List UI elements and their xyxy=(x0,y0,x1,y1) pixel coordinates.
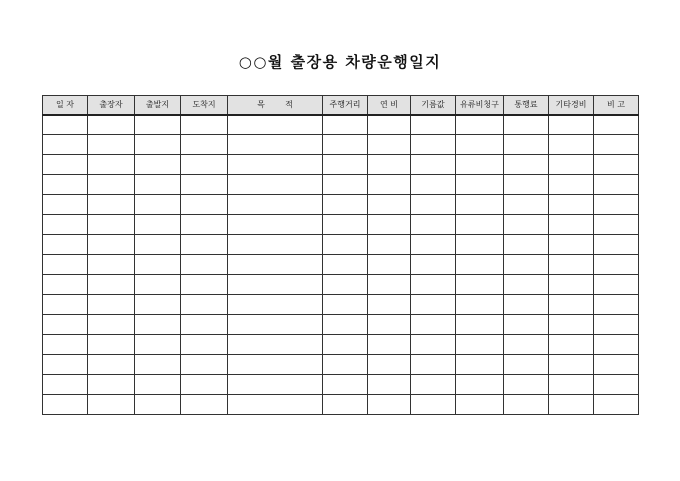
cell-remarks[interactable] xyxy=(594,175,639,195)
cell-fuel-claim[interactable] xyxy=(456,135,504,155)
table-row xyxy=(43,295,639,315)
cell-date[interactable] xyxy=(43,375,88,395)
table-row xyxy=(43,175,639,195)
cell-fuel-cost[interactable] xyxy=(411,315,456,335)
cell-toll[interactable] xyxy=(504,355,549,375)
cell-toll[interactable] xyxy=(504,315,549,335)
cell-remarks[interactable] xyxy=(594,195,639,215)
cell-destination[interactable] xyxy=(181,355,228,375)
cell-purpose[interactable] xyxy=(228,275,323,295)
cell-fuel-cost[interactable] xyxy=(411,395,456,415)
cell-departure[interactable] xyxy=(135,295,181,315)
cell-fuel-claim[interactable] xyxy=(456,115,504,135)
cell-destination[interactable] xyxy=(181,115,228,135)
table-row xyxy=(43,255,639,275)
cell-traveler[interactable] xyxy=(88,395,135,415)
cell-fuel-cost[interactable] xyxy=(411,135,456,155)
cell-fuel-cost[interactable] xyxy=(411,275,456,295)
cell-destination[interactable] xyxy=(181,395,228,415)
cell-toll[interactable] xyxy=(504,375,549,395)
cell-remarks[interactable] xyxy=(594,335,639,355)
cell-other-expenses[interactable] xyxy=(549,115,594,135)
cell-other-expenses[interactable] xyxy=(549,255,594,275)
cell-distance[interactable] xyxy=(323,215,368,235)
cell-remarks[interactable] xyxy=(594,375,639,395)
cell-departure[interactable] xyxy=(135,315,181,335)
cell-traveler[interactable] xyxy=(88,295,135,315)
cell-distance[interactable] xyxy=(323,395,368,415)
cell-fuel-claim[interactable] xyxy=(456,215,504,235)
cell-toll[interactable] xyxy=(504,235,549,255)
cell-departure[interactable] xyxy=(135,135,181,155)
table-row xyxy=(43,335,639,355)
cell-fuel-claim[interactable] xyxy=(456,155,504,175)
cell-other-expenses[interactable] xyxy=(549,295,594,315)
header-date: 일 자 xyxy=(43,96,88,115)
cell-fuel-claim[interactable] xyxy=(456,395,504,415)
cell-fuel-cost[interactable] xyxy=(411,335,456,355)
cell-traveler[interactable] xyxy=(88,255,135,275)
header-remarks: 비 고 xyxy=(594,96,639,115)
cell-toll[interactable] xyxy=(504,135,549,155)
header-purpose: 목 적 xyxy=(228,96,323,115)
cell-fuel-efficiency[interactable] xyxy=(368,315,411,335)
cell-fuel-cost[interactable] xyxy=(411,255,456,275)
cell-distance[interactable] xyxy=(323,115,368,135)
cell-remarks[interactable] xyxy=(594,355,639,375)
cell-fuel-efficiency[interactable] xyxy=(368,215,411,235)
cell-distance[interactable] xyxy=(323,375,368,395)
cell-distance[interactable] xyxy=(323,315,368,335)
cell-other-expenses[interactable] xyxy=(549,155,594,175)
cell-departure[interactable] xyxy=(135,275,181,295)
table-body xyxy=(43,115,639,415)
cell-fuel-claim[interactable] xyxy=(456,235,504,255)
cell-other-expenses[interactable] xyxy=(549,315,594,335)
cell-remarks[interactable] xyxy=(594,395,639,415)
cell-other-expenses[interactable] xyxy=(549,355,594,375)
table-row xyxy=(43,135,639,155)
cell-fuel-cost[interactable] xyxy=(411,195,456,215)
header-row xyxy=(43,96,639,115)
table-row xyxy=(43,315,639,335)
page-title: ○○월 출장용 차량운행일지 xyxy=(238,53,442,71)
cell-traveler[interactable] xyxy=(88,135,135,155)
cell-traveler[interactable] xyxy=(88,275,135,295)
table-row xyxy=(43,395,639,415)
cell-departure[interactable] xyxy=(135,155,181,175)
cell-distance[interactable] xyxy=(323,275,368,295)
cell-destination[interactable] xyxy=(181,295,228,315)
cell-fuel-claim[interactable] xyxy=(456,195,504,215)
cell-fuel-cost[interactable] xyxy=(411,355,456,375)
cell-fuel-efficiency[interactable] xyxy=(368,175,411,195)
cell-destination[interactable] xyxy=(181,255,228,275)
header-destination: 도착지 xyxy=(181,96,228,115)
cell-traveler[interactable] xyxy=(88,315,135,335)
cell-distance[interactable] xyxy=(323,175,368,195)
cell-fuel-efficiency[interactable] xyxy=(368,135,411,155)
cell-date[interactable] xyxy=(43,275,88,295)
cell-fuel-cost[interactable] xyxy=(411,215,456,235)
cell-purpose[interactable] xyxy=(228,235,323,255)
cell-other-expenses[interactable] xyxy=(549,195,594,215)
cell-date[interactable] xyxy=(43,355,88,375)
cell-other-expenses[interactable] xyxy=(549,335,594,355)
cell-destination[interactable] xyxy=(181,275,228,295)
cell-distance[interactable] xyxy=(323,355,368,375)
cell-traveler[interactable] xyxy=(88,195,135,215)
header-toll: 통행료 xyxy=(504,96,549,115)
cell-departure[interactable] xyxy=(135,255,181,275)
cell-purpose[interactable] xyxy=(228,175,323,195)
cell-fuel-efficiency[interactable] xyxy=(368,155,411,175)
cell-departure[interactable] xyxy=(135,335,181,355)
cell-other-expenses[interactable] xyxy=(549,235,594,255)
table-row xyxy=(43,375,639,395)
cell-distance[interactable] xyxy=(323,195,368,215)
cell-toll[interactable] xyxy=(504,335,549,355)
cell-fuel-claim[interactable] xyxy=(456,335,504,355)
header-other-expenses: 기타경비 xyxy=(549,96,594,115)
cell-purpose[interactable] xyxy=(228,215,323,235)
cell-departure[interactable] xyxy=(135,355,181,375)
cell-fuel-claim[interactable] xyxy=(456,275,504,295)
cell-purpose[interactable] xyxy=(228,115,323,135)
cell-fuel-claim[interactable] xyxy=(456,295,504,315)
header-fuel-claim: 유류비청구 xyxy=(456,96,504,115)
cell-distance[interactable] xyxy=(323,255,368,275)
cell-date[interactable] xyxy=(43,175,88,195)
table-row xyxy=(43,355,639,375)
header-fuel-efficiency: 연 비 xyxy=(368,96,411,115)
cell-toll[interactable] xyxy=(504,195,549,215)
cell-date[interactable] xyxy=(43,395,88,415)
cell-toll[interactable] xyxy=(504,115,549,135)
cell-traveler[interactable] xyxy=(88,335,135,355)
cell-fuel-efficiency[interactable] xyxy=(368,115,411,135)
cell-fuel-cost[interactable] xyxy=(411,155,456,175)
cell-purpose[interactable] xyxy=(228,355,323,375)
cell-other-expenses[interactable] xyxy=(549,275,594,295)
cell-toll[interactable] xyxy=(504,275,549,295)
cell-fuel-efficiency[interactable] xyxy=(368,335,411,355)
cell-remarks[interactable] xyxy=(594,275,639,295)
cell-other-expenses[interactable] xyxy=(549,135,594,155)
cell-destination[interactable] xyxy=(181,155,228,175)
cell-fuel-efficiency[interactable] xyxy=(368,275,411,295)
cell-fuel-efficiency[interactable] xyxy=(368,395,411,415)
cell-fuel-efficiency[interactable] xyxy=(368,355,411,375)
cell-traveler[interactable] xyxy=(88,115,135,135)
table-row xyxy=(43,155,639,175)
cell-fuel-efficiency[interactable] xyxy=(368,295,411,315)
cell-traveler[interactable] xyxy=(88,375,135,395)
cell-purpose[interactable] xyxy=(228,135,323,155)
cell-fuel-claim[interactable] xyxy=(456,175,504,195)
cell-fuel-cost[interactable] xyxy=(411,235,456,255)
cell-toll[interactable] xyxy=(504,215,549,235)
cell-departure[interactable] xyxy=(135,175,181,195)
cell-remarks[interactable] xyxy=(594,315,639,335)
cell-departure[interactable] xyxy=(135,195,181,215)
cell-destination[interactable] xyxy=(181,335,228,355)
header-traveler: 출장자 xyxy=(88,96,135,115)
cell-remarks[interactable] xyxy=(594,215,639,235)
cell-remarks[interactable] xyxy=(594,255,639,275)
cell-remarks[interactable] xyxy=(594,235,639,255)
cell-fuel-cost[interactable] xyxy=(411,375,456,395)
cell-purpose[interactable] xyxy=(228,315,323,335)
cell-fuel-efficiency[interactable] xyxy=(368,195,411,215)
cell-date[interactable] xyxy=(43,155,88,175)
cell-fuel-claim[interactable] xyxy=(456,375,504,395)
cell-date[interactable] xyxy=(43,255,88,275)
cell-fuel-efficiency[interactable] xyxy=(368,375,411,395)
cell-destination[interactable] xyxy=(181,175,228,195)
cell-destination[interactable] xyxy=(181,235,228,255)
cell-destination[interactable] xyxy=(181,215,228,235)
cell-fuel-claim[interactable] xyxy=(456,315,504,335)
cell-toll[interactable] xyxy=(504,255,549,275)
cell-toll[interactable] xyxy=(504,175,549,195)
cell-destination[interactable] xyxy=(181,195,228,215)
cell-purpose[interactable] xyxy=(228,375,323,395)
cell-date[interactable] xyxy=(43,235,88,255)
cell-toll[interactable] xyxy=(504,155,549,175)
table-row xyxy=(43,115,639,135)
cell-remarks[interactable] xyxy=(594,155,639,175)
cell-remarks[interactable] xyxy=(594,135,639,155)
cell-purpose[interactable] xyxy=(228,295,323,315)
cell-date[interactable] xyxy=(43,115,88,135)
header-distance: 주행거리 xyxy=(323,96,368,115)
cell-distance[interactable] xyxy=(323,235,368,255)
cell-purpose[interactable] xyxy=(228,155,323,175)
cell-distance[interactable] xyxy=(323,295,368,315)
cell-date[interactable] xyxy=(43,195,88,215)
cell-distance[interactable] xyxy=(323,155,368,175)
cell-other-expenses[interactable] xyxy=(549,215,594,235)
cell-other-expenses[interactable] xyxy=(549,375,594,395)
cell-distance[interactable] xyxy=(323,135,368,155)
cell-departure[interactable] xyxy=(135,115,181,135)
cell-departure[interactable] xyxy=(135,235,181,255)
cell-remarks[interactable] xyxy=(594,295,639,315)
cell-purpose[interactable] xyxy=(228,335,323,355)
cell-other-expenses[interactable] xyxy=(549,395,594,415)
cell-toll[interactable] xyxy=(504,395,549,415)
cell-date[interactable] xyxy=(43,295,88,315)
cell-destination[interactable] xyxy=(181,135,228,155)
cell-purpose[interactable] xyxy=(228,395,323,415)
cell-fuel-efficiency[interactable] xyxy=(368,235,411,255)
cell-traveler[interactable] xyxy=(88,175,135,195)
cell-purpose[interactable] xyxy=(228,255,323,275)
cell-fuel-cost[interactable] xyxy=(411,175,456,195)
cell-traveler[interactable] xyxy=(88,355,135,375)
cell-traveler[interactable] xyxy=(88,155,135,175)
header-fuel-cost: 기름값 xyxy=(411,96,456,115)
cell-toll[interactable] xyxy=(504,295,549,315)
cell-destination[interactable] xyxy=(181,375,228,395)
cell-distance[interactable] xyxy=(323,335,368,355)
cell-fuel-cost[interactable] xyxy=(411,295,456,315)
cell-fuel-cost[interactable] xyxy=(411,115,456,135)
cell-departure[interactable] xyxy=(135,395,181,415)
cell-traveler[interactable] xyxy=(88,215,135,235)
cell-purpose[interactable] xyxy=(228,195,323,215)
cell-fuel-claim[interactable] xyxy=(456,255,504,275)
cell-date[interactable] xyxy=(43,215,88,235)
header-departure: 출발지 xyxy=(135,96,181,115)
table-row xyxy=(43,195,639,215)
cell-destination[interactable] xyxy=(181,315,228,335)
cell-departure[interactable] xyxy=(135,375,181,395)
cell-traveler[interactable] xyxy=(88,235,135,255)
table-row xyxy=(43,275,639,295)
cell-date[interactable] xyxy=(43,315,88,335)
cell-fuel-claim[interactable] xyxy=(456,355,504,375)
table-row xyxy=(43,235,639,255)
cell-departure[interactable] xyxy=(135,215,181,235)
cell-other-expenses[interactable] xyxy=(549,175,594,195)
cell-date[interactable] xyxy=(43,335,88,355)
cell-fuel-efficiency[interactable] xyxy=(368,255,411,275)
cell-date[interactable] xyxy=(43,135,88,155)
vehicle-log-table xyxy=(42,95,639,415)
table-row xyxy=(43,215,639,235)
cell-remarks[interactable] xyxy=(594,115,639,135)
